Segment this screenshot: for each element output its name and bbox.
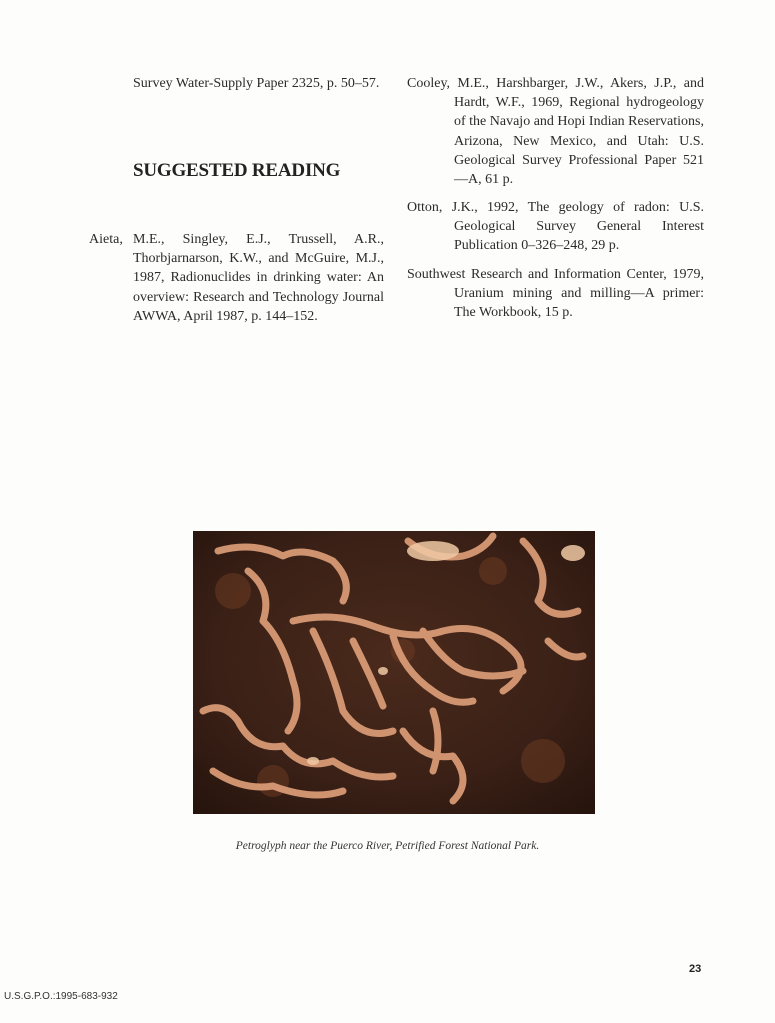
page-number: 23: [689, 963, 702, 975]
reference-author-lead: Aieta,: [89, 232, 123, 247]
section-heading: SUGGESTED READING: [133, 160, 341, 181]
petroglyph-photo: [193, 531, 595, 814]
reference-aieta: M.E., Singley, E.J., Trussell, A.R., Thorbjarnarson, K.W., and McGuire, M.J., 1987, Radionuclides in drinking water: An overview: Research and Technology Journal AWWA, April 1987, p. 144–152.: [133, 232, 384, 324]
figure-caption: Petroglyph near the Puerco River, Petrified Forest National Park.: [235, 840, 540, 852]
reference-cooley: Cooley, M.E., Harshbarger, J.W., Akers, J.P., and Hardt, W.F., 1969, Regional hydrogeology of the Navajo and Hopi Indian Reservations, Arizona, New Mexico, and Utah: U.S. Geological Survey Professional Paper 521—A, 61 p.: [407, 76, 704, 188]
continued-reference: Survey Water-Supply Paper 2325, p. 50–57.: [133, 76, 380, 91]
printer-code: U.S.G.P.O.:1995-683-932: [4, 991, 118, 1002]
reference-southwest: Southwest Research and Information Center, 1979, Uranium mining and milling—A primer: The Workbook, 15 p.: [407, 267, 704, 321]
reference-otton: Otton, J.K., 1992, The geology of radon: U.S. Geological Survey General Interest Publication 0–326–248, 29 p.: [407, 200, 704, 254]
